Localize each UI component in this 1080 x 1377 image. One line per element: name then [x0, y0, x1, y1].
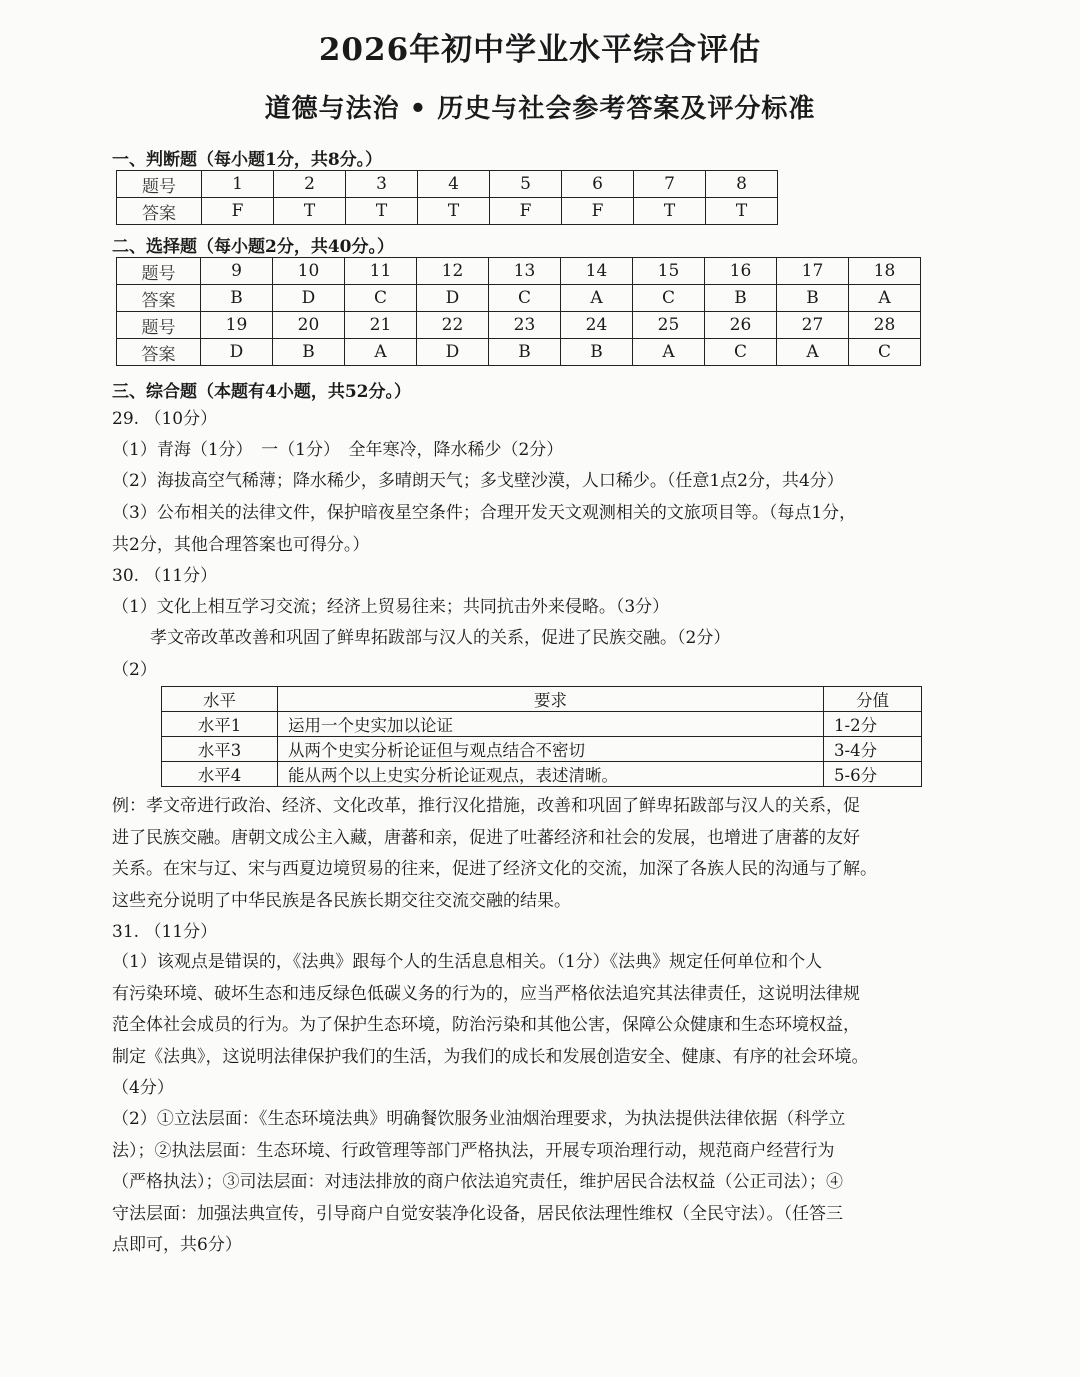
answer-cell: T: [634, 198, 706, 225]
question-number: 21: [345, 312, 417, 339]
section3-heading: 三、综合题（本题有4小题，共52分。）: [112, 382, 411, 402]
answer-cell: B: [561, 339, 633, 366]
true-false-answer-table: [116, 170, 778, 225]
column-header: 水平: [162, 687, 278, 712]
section2-heading: 二、选择题（每小题2分，共40分。）: [112, 237, 394, 257]
level-cell: 水平1: [162, 712, 278, 737]
question-number: 12: [417, 258, 489, 285]
paragraph-line: 进了民族交融。唐朝文成公主入藏，唐蕃和亲，促进了吐蕃经济和社会的发展，也增进了唐蕃的友好: [112, 827, 860, 848]
answer-cell: T: [274, 198, 346, 225]
question-number: 9: [201, 258, 273, 285]
answer-cell: C: [345, 285, 417, 312]
paragraph-line: 关系。在宋与辽、宋与西夏边境贸易的往来，促进了经济文化的交流，加深了各族人民的沟通与了解。: [112, 859, 877, 879]
q29-answer-2: （2）海拔高空气稀薄；降水稀少，多晴朗天气；多戈壁沙漠，人口稀少。（任意1点2分，共4分）: [112, 471, 844, 491]
answer-cell: F: [202, 198, 274, 225]
answer-cell: F: [490, 198, 562, 225]
q31-answer-1-paragraph: [112, 947, 972, 1105]
table-row: [162, 762, 922, 787]
table-header-row: [162, 687, 922, 712]
table-row: [117, 171, 778, 198]
question-number: 22: [417, 312, 489, 339]
question-number: 4: [418, 171, 490, 198]
table-row: [117, 258, 921, 285]
answer-cell: T: [418, 198, 490, 225]
paragraph-line: 法）；②执法层面：生态环境、行政管理等部门严格执法，开展专项治理行动，规范商户经营行为: [112, 1140, 835, 1161]
answer-cell: A: [777, 339, 849, 366]
answer-cell: B: [705, 285, 777, 312]
answer-cell: C: [705, 339, 777, 366]
answer-cell: A: [345, 339, 417, 366]
score-cell: 1-2分: [824, 712, 922, 737]
question-number: 18: [849, 258, 921, 285]
row-label: 答案: [117, 285, 201, 312]
question-number: 20: [273, 312, 345, 339]
question-number: 19: [201, 312, 273, 339]
answer-cell: A: [633, 339, 705, 366]
paragraph-line: 点即可，共6分）: [112, 1235, 242, 1255]
question-number: 10: [273, 258, 345, 285]
paragraph-line: （4分）: [112, 1078, 174, 1098]
q30-header: 30. （11分）: [112, 566, 218, 586]
paragraph-line: 守法层面：加强法典宣传，引导商户自觉安装净化设备，居民依法理性维权（全民守法）。（任答三: [112, 1203, 843, 1224]
paragraph-line: 制定《法典》，这说明法律保护我们的生活，为我们的成长和发展创造安全、健康、有序的社会环境。: [112, 1046, 869, 1067]
q31-header: 31. （11分）: [112, 922, 218, 942]
table-row: [117, 285, 921, 312]
question-number: 23: [489, 312, 561, 339]
column-header: 要求: [278, 687, 824, 712]
question-number: 8: [706, 171, 778, 198]
table-row: [117, 198, 778, 225]
row-label: 题号: [117, 171, 202, 198]
question-number: 13: [489, 258, 561, 285]
table-row: [117, 339, 921, 366]
table-row: [117, 312, 921, 339]
table-row: [162, 737, 922, 762]
paragraph-line: （1）该观点是错误的，《法典》跟每个人的生活息息相关。（1分）《法典》规定任何单位和个人: [112, 952, 823, 972]
answer-cell: D: [417, 339, 489, 366]
answer-cell: F: [562, 198, 634, 225]
level-cell: 水平3: [162, 737, 278, 762]
paragraph-line: （严格执法）；③司法层面：对违法排放的商户依法追究责任，维护居民合法权益（公正司法）；④: [112, 1172, 843, 1192]
score-cell: 3-4分: [824, 737, 922, 762]
answer-cell: B: [273, 339, 345, 366]
q30-answer-1-line2: 孝文帝改革改善和巩固了鲜卑拓跋部与汉人的关系，促进了民族交融。（2分）: [150, 628, 731, 648]
answer-cell: B: [777, 285, 849, 312]
question-number: 11: [345, 258, 417, 285]
multiple-choice-answer-table: [116, 257, 921, 366]
question-number: 7: [634, 171, 706, 198]
question-number: 5: [490, 171, 562, 198]
paragraph-line: 范全体社会成员的行为。为了保护生态环境，防治污染和其他公害，保障公众健康和生态环境权益，: [112, 1015, 860, 1035]
q29-header: 29. （10分）: [112, 409, 218, 429]
requirement-cell: 运用一个史实加以论证: [278, 712, 824, 737]
row-label: 答案: [117, 198, 202, 225]
paragraph-line: 例：孝文帝进行政治、经济、文化改革，推行汉化措施，改善和巩固了鲜卑拓跋部与汉人的关系，促: [112, 796, 860, 816]
q30-answer-2-label: （2）: [112, 660, 157, 680]
table-row: [162, 712, 922, 737]
answer-cell: A: [561, 285, 633, 312]
question-number: 14: [561, 258, 633, 285]
question-number: 3: [346, 171, 418, 198]
question-number: 6: [562, 171, 634, 198]
paragraph-line: 有污染环境、破坏生态和违反绿色低碳义务的行为的，应当严格依法追究其法律责任，这说明法律规: [112, 983, 860, 1004]
paragraph-line: 这些充分说明了中华民族是各民族长期交往交流交融的结果。: [112, 890, 571, 911]
level-cell: 水平4: [162, 762, 278, 787]
scoring-levels-table: [161, 686, 922, 787]
answer-cell: D: [273, 285, 345, 312]
q30-example-paragraph: [112, 791, 972, 917]
row-label: 答案: [117, 339, 201, 366]
q30-answer-1-line1: （1）文化上相互学习交流；经济上贸易往来；共同抗击外来侵略。（3分）: [112, 597, 670, 617]
question-number: 28: [849, 312, 921, 339]
q29-answer-3-line1: （3）公布相关的法律文件，保护暗夜星空条件；合理开发天文观测相关的文旅项目等。（每点1分，: [112, 503, 857, 523]
answer-cell: T: [706, 198, 778, 225]
answer-cell: C: [489, 285, 561, 312]
question-number: 24: [561, 312, 633, 339]
document-title: 2026年初中学业水平综合评估: [318, 32, 762, 68]
question-number: 25: [633, 312, 705, 339]
requirement-cell: 从两个史实分析论证但与观点结合不密切: [278, 737, 824, 762]
question-number: 1: [202, 171, 274, 198]
answer-cell: D: [201, 339, 273, 366]
question-number: 26: [705, 312, 777, 339]
score-cell: 5-6分: [824, 762, 922, 787]
question-number: 17: [777, 258, 849, 285]
document-subtitle: 道德与法治 • 历史与社会参考答案及评分标准: [264, 94, 816, 124]
q29-answer-3-line2: 共2分，其他合理答案也可得分。）: [112, 535, 370, 555]
question-number: 2: [274, 171, 346, 198]
answer-cell: B: [489, 339, 561, 366]
requirement-cell: 能从两个以上史实分析论证观点，表述清晰。: [278, 762, 824, 787]
question-number: 15: [633, 258, 705, 285]
row-label: 题号: [117, 312, 201, 339]
section1-heading: 一、判断题（每小题1分，共8分。）: [112, 150, 383, 170]
answer-cell: D: [417, 285, 489, 312]
answer-cell: B: [201, 285, 273, 312]
answer-cell: C: [633, 285, 705, 312]
answer-cell: C: [849, 339, 921, 366]
question-number: 16: [705, 258, 777, 285]
q31-answer-2-paragraph: [112, 1104, 972, 1262]
answer-cell: T: [346, 198, 418, 225]
q29-answer-1: （1）青海（1分） 一（1分） 全年寒冷，降水稀少（2分）: [112, 440, 564, 460]
answer-cell: A: [849, 285, 921, 312]
row-label: 题号: [117, 258, 201, 285]
column-header: 分值: [824, 687, 922, 712]
question-number: 27: [777, 312, 849, 339]
paragraph-line: （2）①立法层面：《生态环境法典》明确餐饮服务业油烟治理要求，为执法提供法律依据（科学立: [112, 1109, 846, 1129]
